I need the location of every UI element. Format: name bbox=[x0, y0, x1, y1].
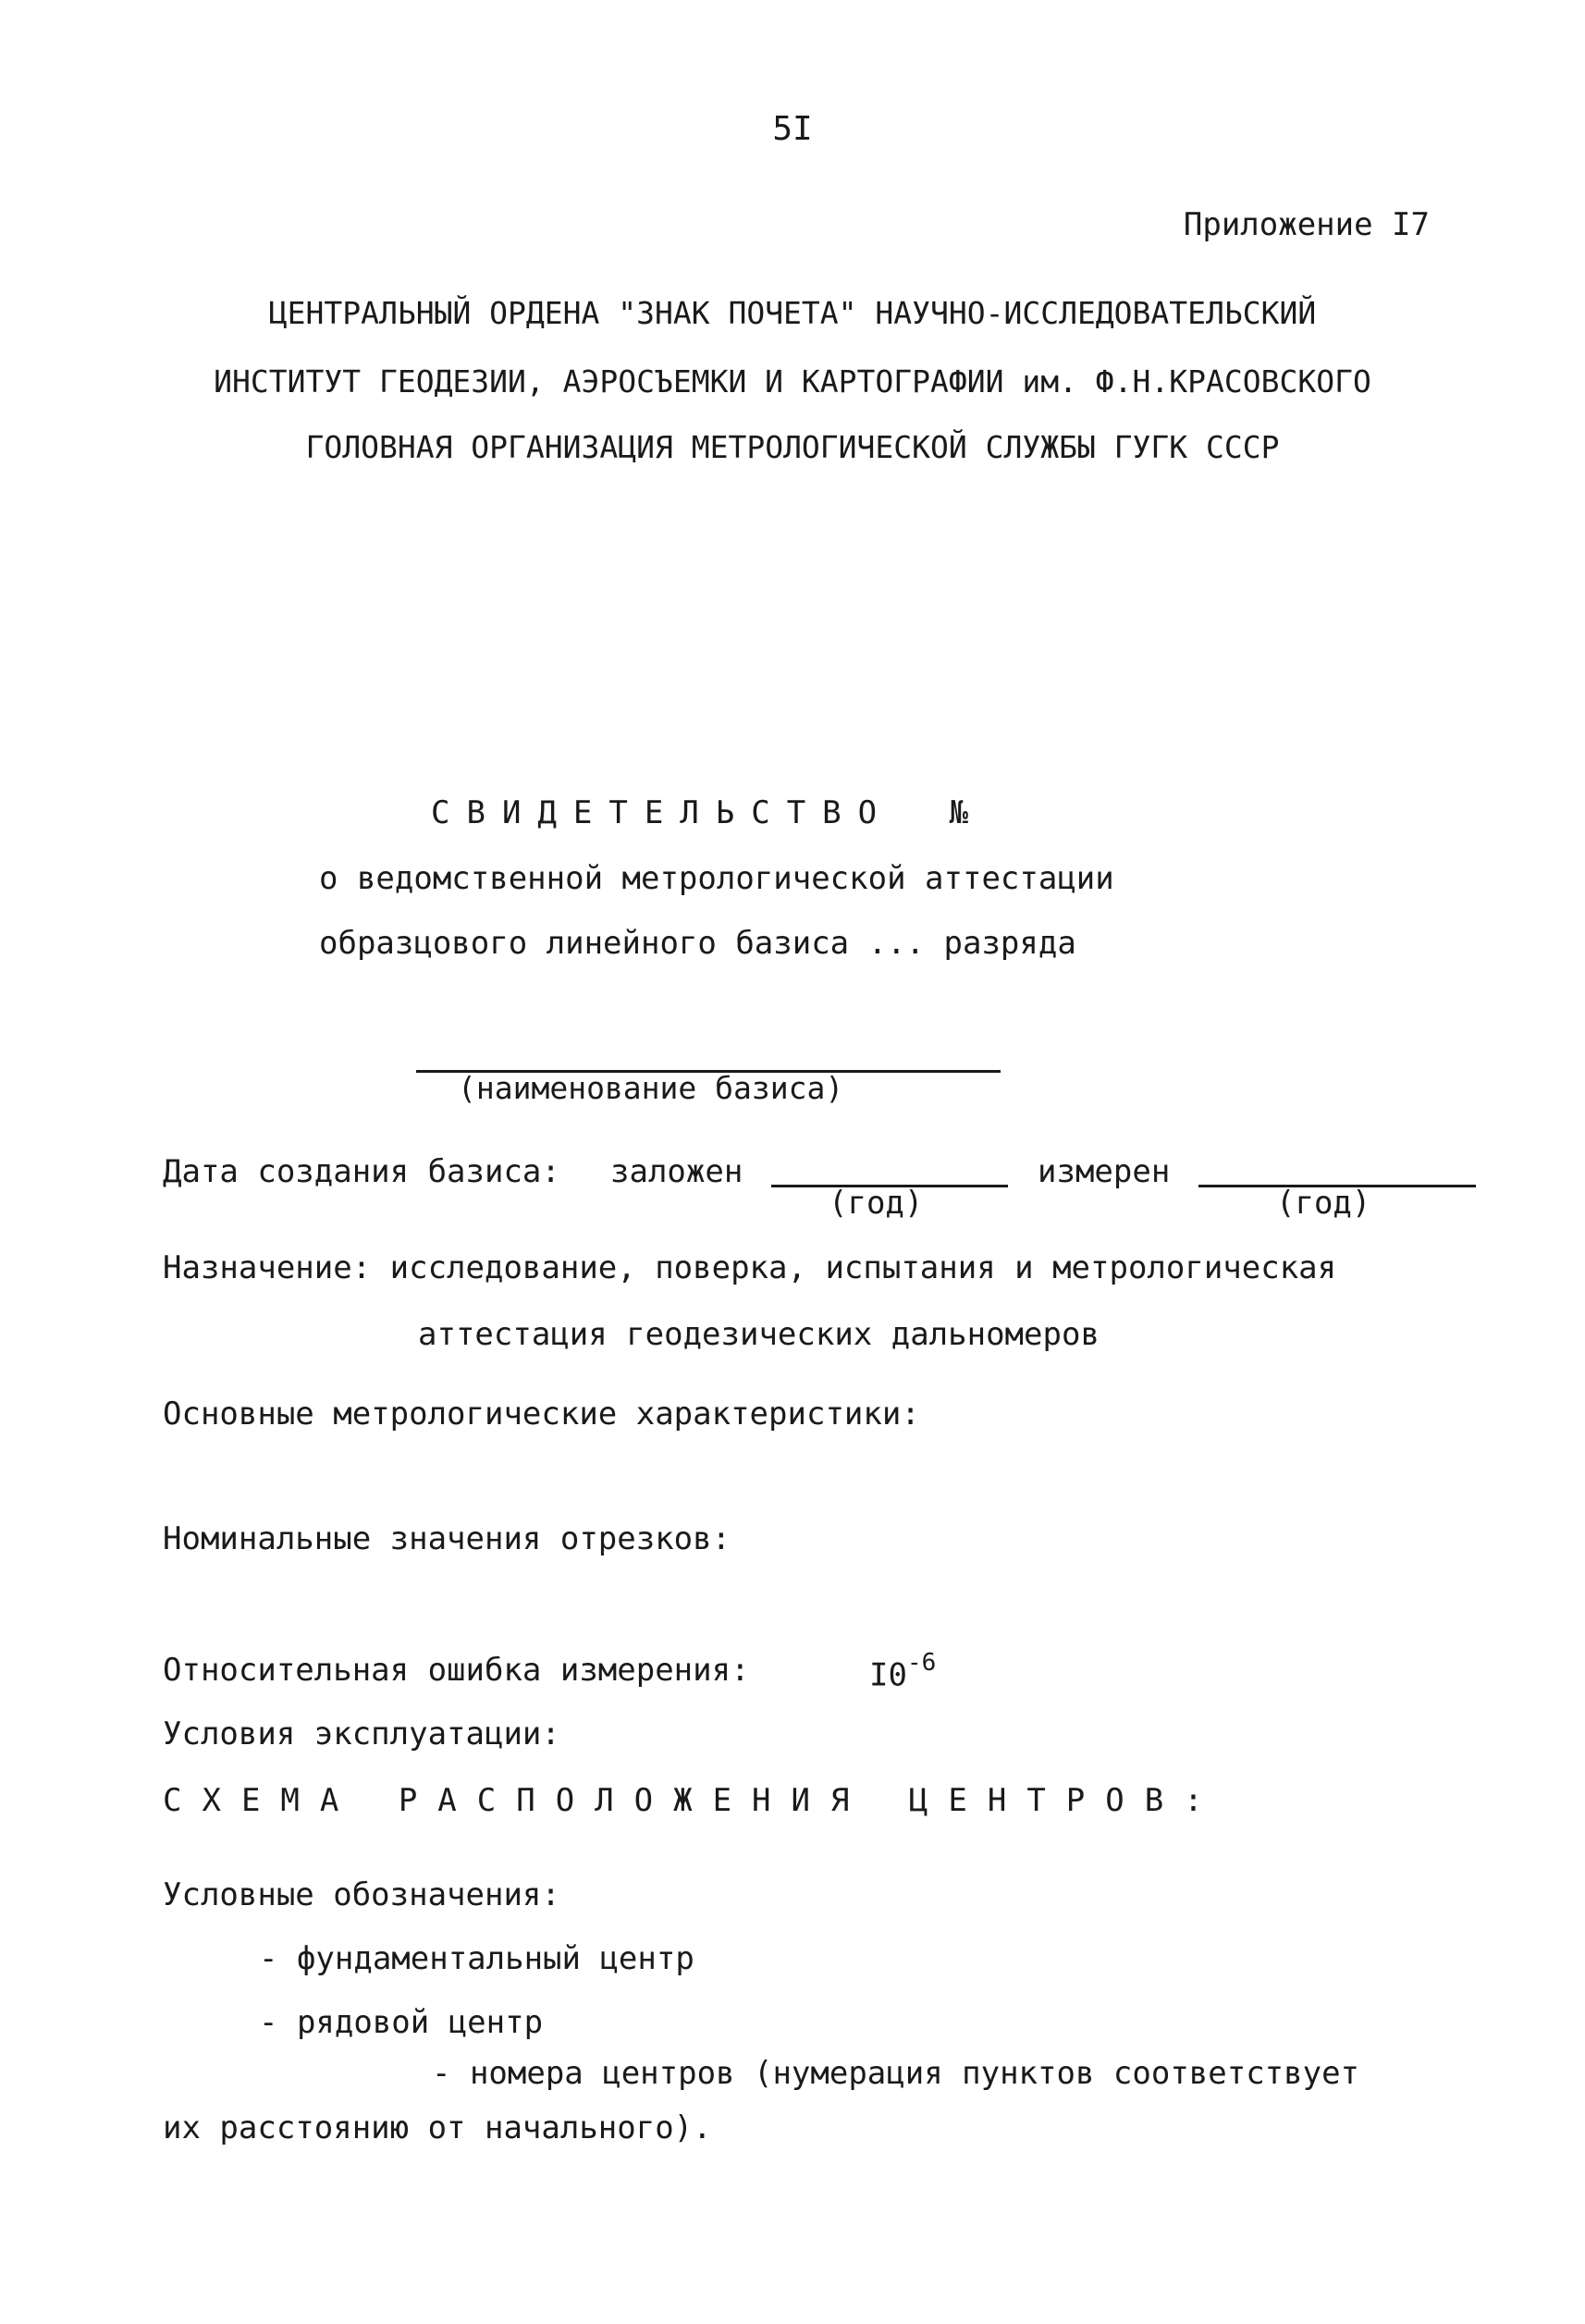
number-sign: № bbox=[949, 794, 969, 831]
header-line-3: ГОЛОВНАЯ ОРГАНИЗАЦИЯ МЕТРОЛОГИЧЕСКОЙ СЛУЖБЫ ГУГК СССР bbox=[305, 429, 1280, 465]
legend-title: Условные обозначения: bbox=[163, 1876, 560, 1913]
measured-label: измерен bbox=[1038, 1153, 1171, 1190]
creation-date-label: Дата создания базиса: bbox=[163, 1153, 560, 1190]
purpose-line-2: аттестация геодезических дальномеров bbox=[418, 1316, 1100, 1353]
certificate-subtitle-2: образцового линейного базиса ... разряда bbox=[319, 925, 1076, 962]
legend-center-numbers: - номера центров (нумерация пунктов соответствует bbox=[432, 2055, 1360, 2092]
scheme-title: СХЕМА РАСПОЛОЖЕНИЯ ЦЕНТРОВ: bbox=[163, 1782, 1223, 1819]
purpose-line-1: Назначение: исследование, поверка, испытания и метрологическая bbox=[163, 1249, 1337, 1286]
legend-fundamental-center: - фундаментальный центр bbox=[259, 1940, 694, 1977]
operating-conditions-label: Условия эксплуатации: bbox=[163, 1715, 560, 1752]
laid-label: заложен bbox=[610, 1153, 743, 1190]
relative-error-value bbox=[869, 1649, 937, 1694]
certificate-subtitle-1: о ведомственной метрологической аттестации bbox=[319, 860, 1114, 897]
header-line-2: ИНСТИТУТ ГЕОДЕЗИИ, АЭРОСЪЕМКИ И КАРТОГРАФИИ им. Ф.Н.КРАСОВСКОГО bbox=[214, 363, 1371, 400]
legend-ordinary-center: - рядовой центр bbox=[259, 2004, 544, 2041]
relative-error-exponent: -6 bbox=[906, 1649, 937, 1677]
page-number: 5I bbox=[772, 110, 813, 148]
relative-error-base: I0 bbox=[869, 1656, 907, 1694]
certificate-title-row bbox=[431, 794, 969, 831]
relative-error-label: Относительная ошибка измерения: bbox=[163, 1652, 750, 1689]
year-caption-1: (год) bbox=[829, 1185, 924, 1222]
certificate-title: СВИДЕТЕЛЬСТВО bbox=[431, 794, 894, 831]
year-caption-2: (год) bbox=[1276, 1185, 1371, 1222]
header-line-1: ЦЕНТРАЛЬНЫЙ ОРДЕНА "ЗНАК ПОЧЕТА" НАУЧНО-ИССЛЕДОВАТЕЛЬСКИЙ bbox=[268, 295, 1317, 331]
basis-name-caption: (наименование базиса) bbox=[458, 1070, 844, 1106]
nominal-values-label: Номинальные значения отрезков: bbox=[163, 1520, 731, 1557]
appendix-label: Приложение I7 bbox=[1183, 206, 1430, 243]
legend-center-numbers-cont: их расстоянию от начального). bbox=[163, 2109, 712, 2146]
main-characteristics-label: Основные метрологические характеристики: bbox=[163, 1396, 920, 1433]
